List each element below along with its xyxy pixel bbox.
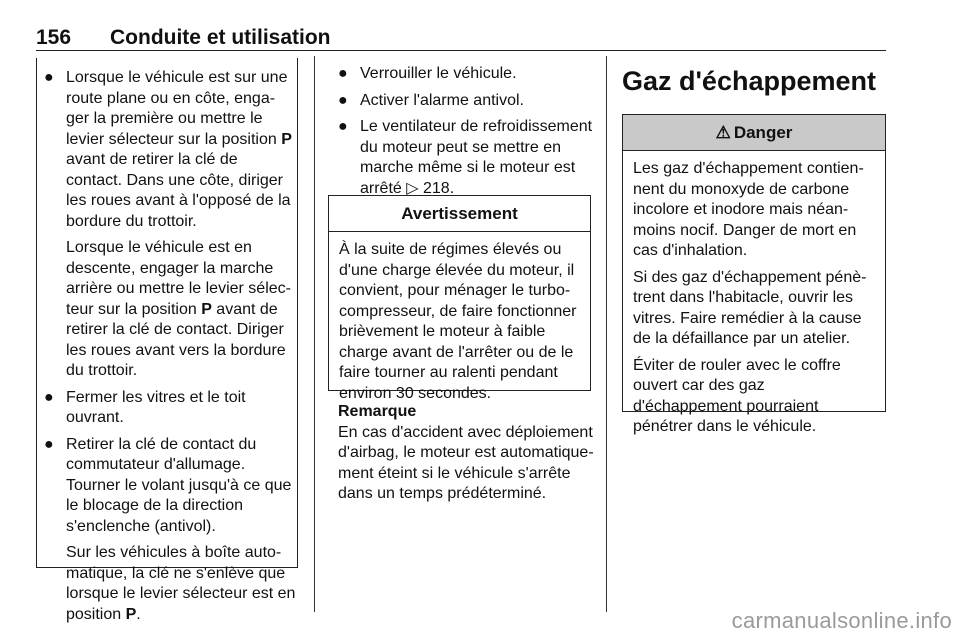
- bullet-icon: ●: [338, 118, 348, 135]
- middle-column: [334, 64, 594, 205]
- page-title: Conduite et utilisation: [110, 26, 331, 49]
- page-header: [36, 26, 331, 50]
- list-item: [40, 68, 298, 382]
- list-item: [334, 91, 594, 112]
- list-item-text: Verrouiller le véhicule.: [360, 65, 517, 82]
- remark-title: Remarque: [338, 403, 417, 420]
- list-item: [334, 117, 594, 199]
- section-title: Gaz d'échappement: [622, 66, 876, 96]
- warning-box: [328, 195, 591, 402]
- header-rule: [36, 50, 886, 51]
- bullet-icon: ●: [44, 388, 54, 406]
- list-item-text: Le ventilateur de refroidissement du moteur peut se mettre en marche même si le moteur est arrêté ▷ 218.: [360, 118, 593, 197]
- watermark: carmanualsonline.info: [731, 608, 952, 633]
- danger-box: [622, 114, 886, 435]
- bullet-icon: ●: [338, 65, 348, 82]
- list-item: [334, 64, 594, 85]
- list-item-text: Activer l'alarme antivol.: [360, 91, 524, 109]
- danger-body: [623, 151, 885, 438]
- warning-triangle-icon: ⚠: [715, 123, 731, 142]
- danger-header: [623, 115, 885, 151]
- list-item-text: Lorsque le véhicule est sur une route plane ou en côte, enga-ger la première ou mettre le levier sélecteur sur la position P avant de retirer la clé de contact. Dans une côte, diriger les roues avant à l'opposé de la bordure du trottoir.: [66, 69, 292, 230]
- list-item-subtext: Sur les véhicules à boîte auto-matique, la clé ne s'enlève que lorsque le levier sélecteur est en position P.: [66, 544, 296, 623]
- list-item: [40, 388, 298, 429]
- list-item: [40, 435, 298, 626]
- danger-paragraph: Les gaz d'échappement contien-nent du monoxyde de carbone incolore et inodore mais néan-moins nocif. Danger de mort en cas d'inhalation.: [633, 160, 864, 259]
- column-divider-1: [314, 56, 315, 612]
- page-reference-link[interactable]: 218.: [418, 179, 455, 197]
- danger-paragraph: Si des gaz d'échappement pénè-trent dans l'habitacle, ouvrir les vitres. Faire remédier à la cause de la défaillance par un atelier.: [633, 268, 867, 347]
- page-reference-icon: ▷: [406, 179, 419, 197]
- bullet-icon: ●: [44, 435, 54, 453]
- remark-block: [338, 402, 600, 505]
- warning-text: À la suite de régimes élevés ou d'une charge élevée du moteur, il convient, pour ménager le turbo-compresseur, de faire fonctionner brièvement le moteur à faible charge avant de l'arrêter ou de le faire tourner au ralenti pendant environ 30 secondes.: [339, 241, 577, 402]
- bullet-icon: ●: [338, 91, 348, 109]
- remark-text: En cas d'accident avec déploiement d'airbag, le moteur est automatique-ment éteint si le véhicule s'arrête dans un temps prédéterminé.: [338, 423, 594, 502]
- left-column-box: [36, 58, 298, 623]
- danger-paragraph: Éviter de rouler avec le coffre ouvert car des gaz d'échappement pourraient pénétrer dans le véhicule.: [633, 356, 841, 435]
- list-item-text: Retirer la clé de contact du commutateur d'allumage. Tourner le volant jusqu'à ce que le blocage de la direction s'enclenche (antivol).: [66, 435, 292, 535]
- page-number: 156: [36, 26, 72, 49]
- bullet-icon: ●: [44, 69, 54, 86]
- danger-title: Danger: [733, 123, 793, 142]
- list-item-text: Fermer les vitres et le toit ouvrant.: [66, 388, 246, 426]
- warning-title: Avertissement: [329, 196, 590, 232]
- column-divider-2: [606, 56, 607, 612]
- list-item-subtext: Lorsque le véhicule est en descente, engager la marche arrière ou mettre le levier sélec-teur sur la position P avant de retirer la clé de contact. Diriger les roues avant vers la bordure du trottoir.: [66, 239, 291, 379]
